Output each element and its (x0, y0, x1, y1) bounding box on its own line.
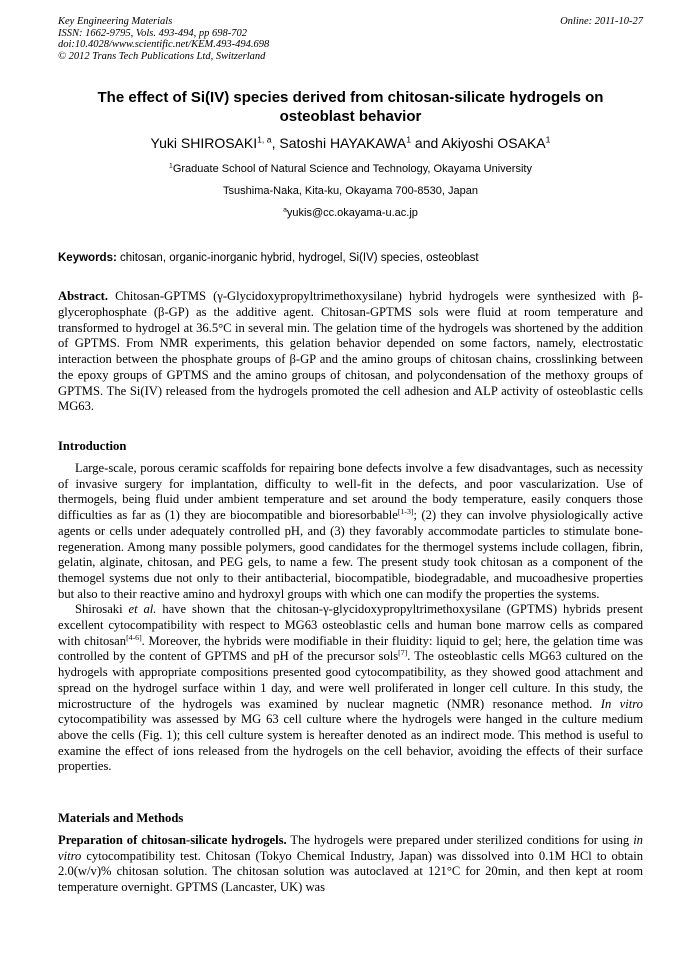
copyright-line: © 2012 Trans Tech Publications Ltd, Switzerland (58, 50, 266, 62)
section-heading-materials-methods: Materials and Methods (58, 811, 184, 826)
journal-title: Key Engineering Materials (58, 16, 173, 27)
intro-paragraph-2: Shirosaki et al. have shown that the chitosan-γ-glycidoxypropyltrimethoxysilane (GPTMS) hybrids present excellent cytocompatibility with respect to MG63 osteoblastic cells and human bone marrow cells as compared with chitosan[4-6]. Moreover, the hybrids were modifiable in their fluidity: liquid to gel; here, the gelation time was controlled by the content of GPTMS and pH of the precursor sols[7]. The osteoblastic cells MG63 cultured on the hydrogels with appropriate compositions presented good cytocompatibility, as they showed good attachment and spread on the hydrogel surface within 1 day, and were well proliferated in longer cell culture. In this study, the microstructure of the hydrogels was examined by nuclear magnetic (NMR) resonance method. In vitro cytocompatibility was assessed by MG 63 cell culture where the hydrogels were hanged in the culture medium above the cells (Fig. 1); this cell culture system is hereafter denoted as an indirect mode. This method is useful to examine the effect of ions released from the hydrogels on the cell behavior, avoiding the effects of their surface properties. (58, 602, 643, 774)
doi-line: doi:10.4028/www.scientific.net/KEM.493-494.698 (58, 39, 270, 51)
methods-paragraph-1: Preparation of chitosan-silicate hydrogels. The hydrogels were prepared under sterilized conditions for using in vitro cytocompatibility test. Chitosan (Tokyo Chemical Industry, Japan) was dissolved into 0.1M HCl to obtain 2.0(w/v)% chitosan solution. The chitosan solution was autoclaved at 121°C for 20min, and then kept at room temperature overnight. GPTMS (Lancaster, UK) was (58, 833, 643, 895)
authors-line: Yuki SHIROSAKI$^{1, a}$, Satoshi HAYAKAWA$^1$ and Akiyoshi OSAKA$^1$ (150, 134, 551, 152)
paper-title: The effect of Si(IV) species derived from chitosan-silicate hydrogels on osteoblast behavior (97, 89, 604, 125)
online-date: Online: 2011-10-27 (560, 16, 643, 27)
abstract-paragraph: Abstract. Chitosan-GPTMS (γ-Glycidoxypropyltrimethoxysilane) hybrid hydrogels were synthesized with β-glycerophosphate (β-GP) as the additive agent. Chitosan-GPTMS sols were fluid at room temperature and transformed to hydrogel at 36.5°C in several min. The gelation time of the hydrogels was shortened by the addition of GPTMS. From NMR experiments, this gelation behavior depended on some factors, namely, electrostatic interaction between the phosphate groups of β-GP and the amino groups of chitosan chains, crosslinking between the epoxy groups of GPTMS and the amino groups of chitosan, and polycondensation of the methoxy groups of GPTMS. The Si(IV) released from the hydrogels promoted the cell adhesion and ALP activity of osteoblastic cells MG63. (58, 289, 643, 414)
title-block (58, 89, 643, 219)
keywords-line: Keywords: chitosan, organic-inorganic hybrid, hydrogel, Si(IV) species, osteoblast (58, 252, 479, 265)
affiliation-line: $^1$Graduate School of Natural Science and Technology, Okayama University (169, 162, 532, 176)
issn-line: ISSN: 1662-9795, Vols. 493-494, pp 698-702 (58, 27, 247, 39)
section-heading-introduction: Introduction (58, 439, 127, 453)
intro-paragraph-1: Large-scale, porous ceramic scaffolds for repairing bone defects involve a few disadvantages, such as necessity of invasive surgery for implantation, difficulty to well-fit in the defects, and poor vascularization. Use of thermogels, being fluid under ambient temperature and set around the body temperature, easily conquers those difficulties as far as (1) they are biocompatible and bioresorbable[1-3]; (2) they can involve physiologically active agents or cells under adequately controlled pH, and (3) they favorably accommodate particles to stimulate bone-regeneration. Among many possible polymers, good candidates for the thermogel systems include collagen, fibrin, gelatin, alginate, chitosan, and PEG gels, to name a few. The present study took chitosan as a component of the themogel systems due not only to their antibacterial, biocompatible, biodegradable, and mucoadhesive properties but also to their reactive amino and hydroxyl groups with which one can modify the properties the systems. (58, 461, 643, 601)
address-line: Tsushima-Naka, Kita-ku, Okayama 700-8530, Japan (223, 185, 478, 198)
email-line: $^a$yukis@cc.okayama-u.ac.jp (283, 206, 418, 220)
journal-header (58, 16, 643, 62)
